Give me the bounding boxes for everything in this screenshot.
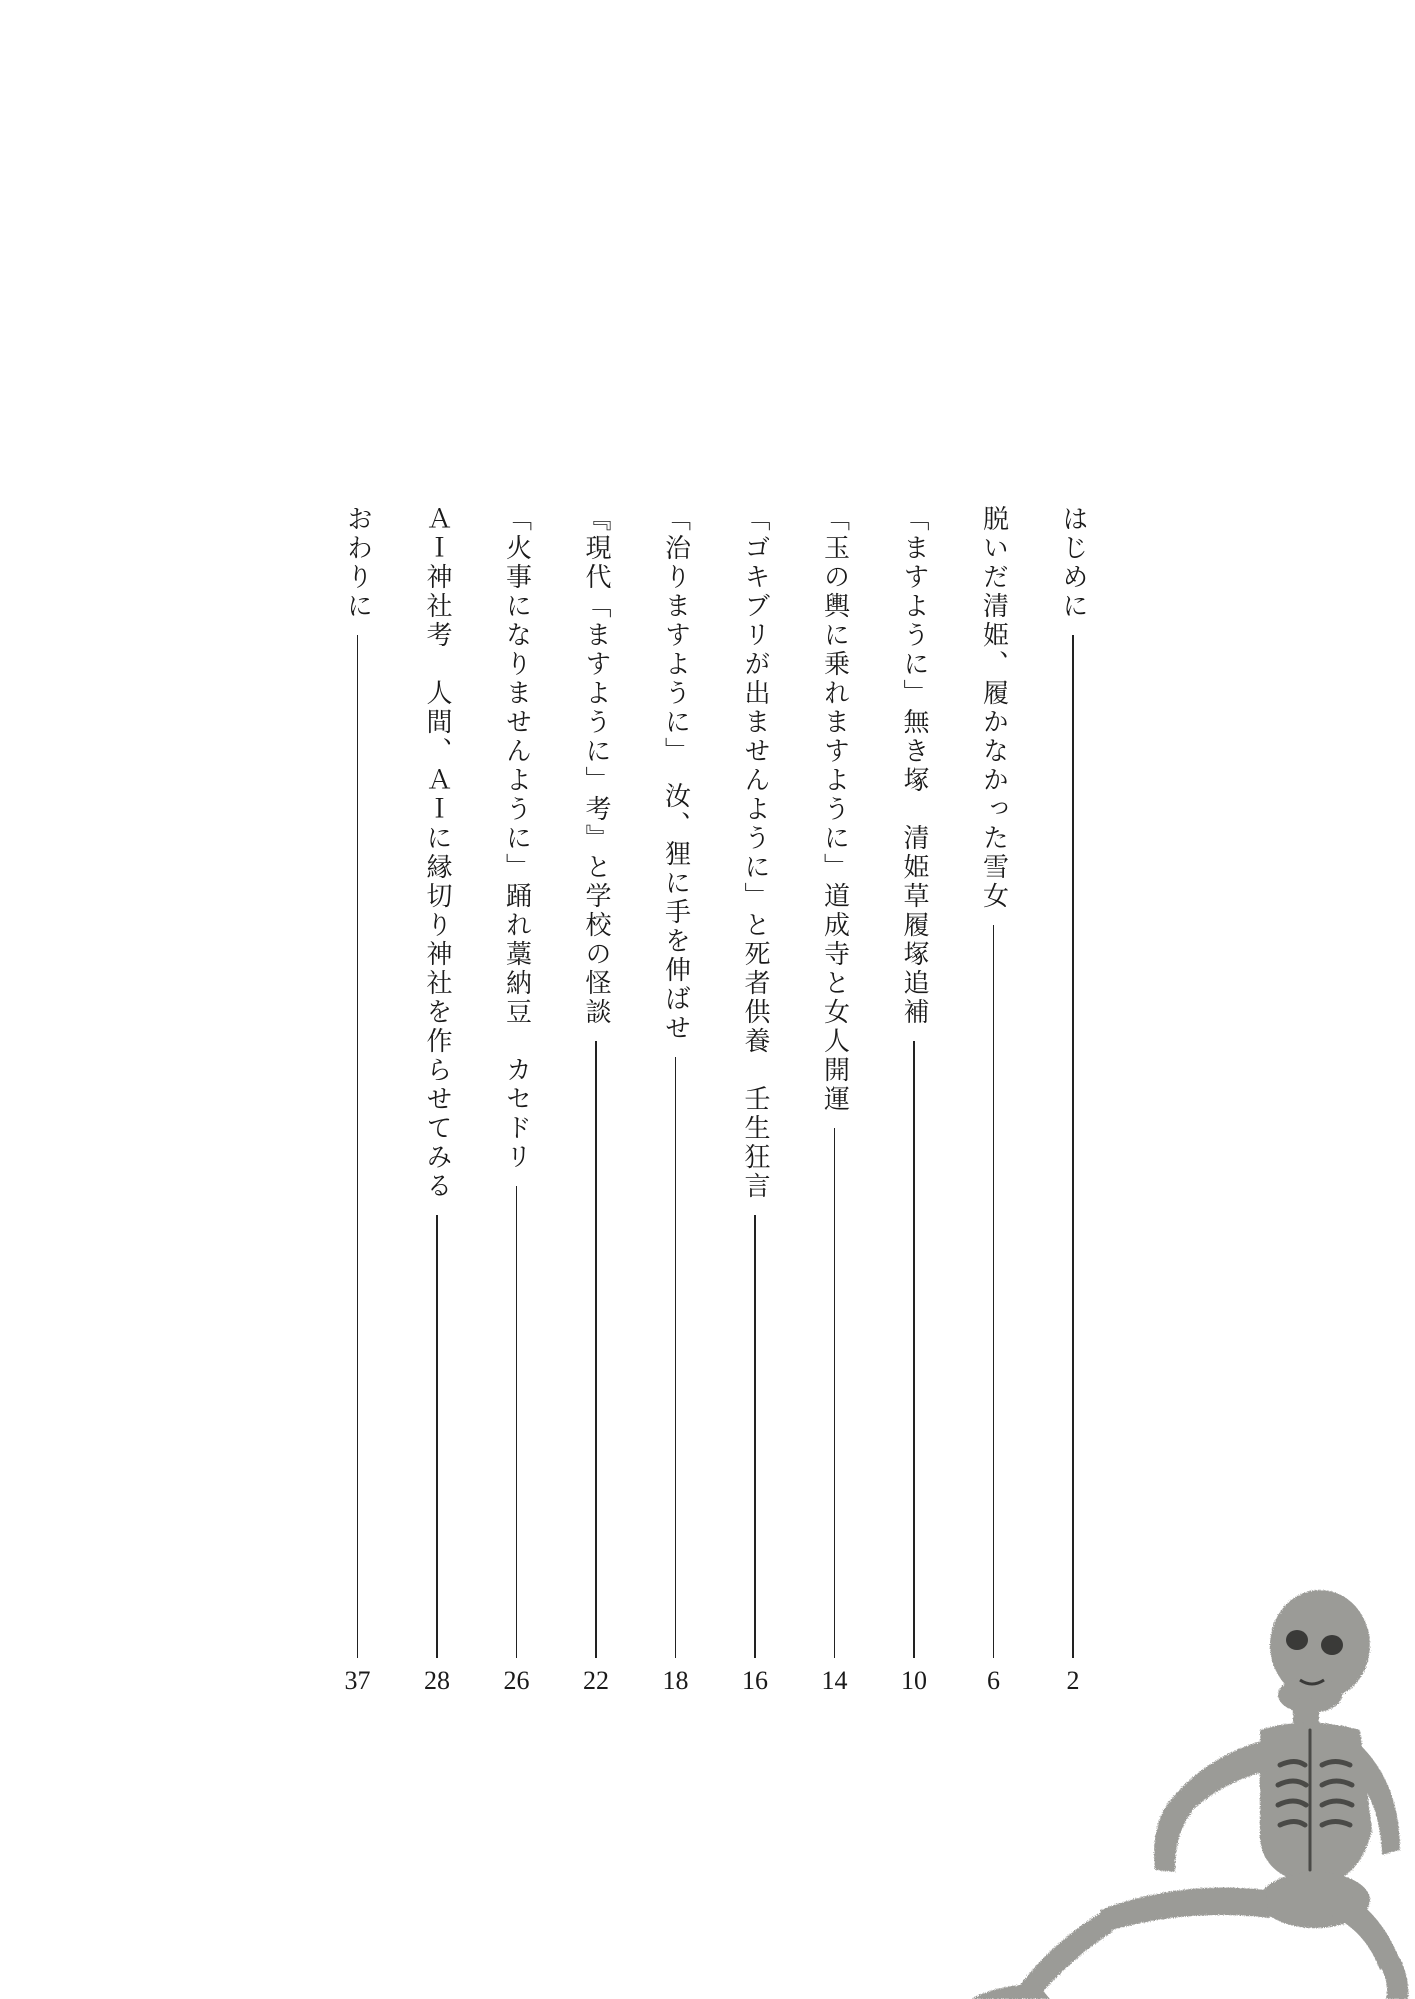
toc-entry-title: ＡＩ神社考 人間、ＡＩに縁切り神社を作らせてみる [422,505,452,1201]
skeleton-illustration [960,1580,1415,1999]
toc-leader-line [1072,635,1074,1658]
toc-leader-line [754,1215,756,1658]
toc-page-number: 10 [901,1666,927,1695]
toc-leader-line [357,635,359,1658]
toc-page-number: 6 [987,1666,1000,1695]
toc-entry-title: 「火事になりませんように」踊れ藁納豆 カセドリ [501,505,532,1172]
toc-entry[interactable] [497,505,537,1705]
toc-entry-title: 「ゴキブリが出ませんように」と死者供養 壬生狂言 [740,505,770,1201]
toc-entry-title: 「ますように」無き塚 清姫草履塚追補 [899,505,929,1027]
toc-page-number: 37 [344,1666,371,1695]
toc-entry-title: 「玉の輿に乗れますように」道成寺と女人開運 [819,505,850,1114]
toc-entry[interactable] [974,505,1014,1705]
toc-page-number: 14 [821,1666,848,1695]
toc-entry[interactable] [417,505,457,1705]
toc-entry[interactable] [576,505,616,1705]
toc-leader-line [436,1215,438,1658]
toc-leader-line [834,1128,836,1658]
toc-entry[interactable] [815,505,855,1705]
toc-entry-title: 『現代「ますように」考』と学校の怪談 [581,505,611,1027]
toc-page-number: 22 [583,1666,609,1695]
toc-leader-line [675,1057,677,1658]
toc-entry[interactable] [735,505,775,1705]
toc-page-number: 18 [662,1666,689,1695]
toc-entry[interactable] [656,505,696,1705]
toc-entry-title: 「治りますように」 汝、狸に手を伸ばせ [660,505,691,1043]
toc-entry-title: 脱いだ清姫、履かなかった雪女 [978,505,1009,911]
toc-leader-line [993,925,995,1658]
toc-page-number: 26 [503,1666,530,1695]
toc-page-number: 2 [1066,1666,1080,1695]
toc-leader-line [913,1041,915,1658]
toc-page-number: 28 [424,1666,450,1695]
skeleton-icon [972,1590,1408,1999]
toc-entry[interactable] [338,505,378,1705]
toc-entry-title: はじめに [1058,505,1088,621]
toc-entry-title: おわりに [342,505,373,621]
toc-leader-line [516,1186,518,1658]
toc-leader-line [595,1041,597,1658]
toc-entry[interactable] [1053,505,1093,1705]
toc-page-number: 16 [742,1666,768,1695]
toc-entry[interactable] [894,505,934,1705]
